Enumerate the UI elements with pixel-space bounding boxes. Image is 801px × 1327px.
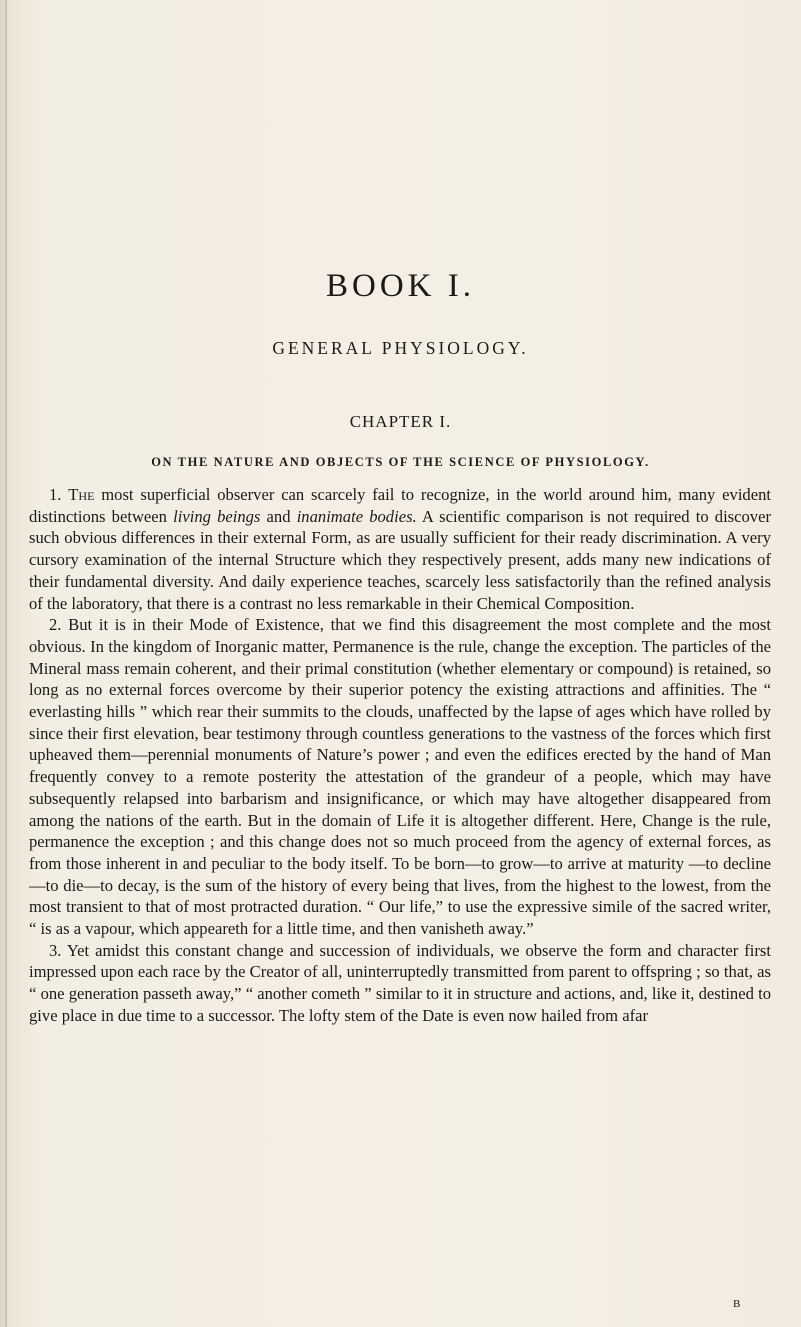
chapter-heading: ON THE NATURE AND OBJECTS OF THE SCIENCE OF PHYSIOLOGY.: [151, 455, 650, 469]
lead-word: The: [68, 485, 95, 504]
paragraph-text: A scientific comparison is not required to discover such obvious differences in their external Form, as are usually sufficient for their ready discrimination. A very cursory examination of the internal Structure which they respectively present, adds many new indications of their fundamental diversity. And daily experience teaches, scarcely less satisfactorily than the refined analysis of the laboratory, that there is a contrast no less remarkable in their Chemical Composition.: [29, 506, 771, 613]
signature-mark: B: [733, 1298, 741, 1310]
emphasis-inanimate-bodies: inanimate bodies.: [296, 506, 417, 526]
paragraph-number: 3.: [49, 940, 62, 960]
emphasis-living-beings: living beings: [173, 506, 261, 526]
chapter-number: CHAPTER I.: [349, 412, 452, 431]
paragraph-number: 2.: [49, 615, 62, 635]
part-subtitle: GENERAL PHYSIOLOGY.: [272, 338, 529, 358]
paragraph-text: and: [260, 506, 297, 526]
paragraph-3: [29, 940, 771, 1027]
paragraph-text: Yet amidst this constant change and succession of individuals, we observe the form and character first impressed upon each race by the Creator of all, uninterruptedly transmitted from parent to offspring ; so that, as “ one generation passeth away,” “ another cometh ” similar to it in structure and actions, and, like it, destined to give place in due time to a successor. The lofty stem of the Date is even now hailed from afar: [29, 940, 771, 1025]
paragraph-text: most superficial observer can scarcely fail to recognize, in the world around him, many evident distinctions between: [29, 485, 771, 526]
paragraph-number: 1.: [49, 485, 62, 504]
body-text: [29, 484, 771, 1027]
book-title: BOOK I.: [326, 268, 475, 304]
paragraph-text: But it is in their Mode of Existence, that we find this disagreement the most complete and the most obvious. In the kingdom of Inorganic matter, Permanence is the rule, change the exception. The particles of the Mineral mass remain coherent, and their primal constitution (whether elementary or compound) is retained, so long as no external forces overcome by their superior potency the existing attractions and affinities. The “ everlasting hills ” which rear their summits to the clouds, unaffected by the lapse of ages which have rolled by since their first elevation, bear testimony through countless generations to the vastness of the forces which first upheaved them—perennial monuments of Nature’s power ; and even the edifices erected by the hand of Man frequently convey to a remote posterity the attestation of the grandeur of a people, which may have subsequently relapsed into barbarism and insignificance, or which may have altogether disappeared from among the nations of the earth. But in the domain of Life it is altogether different. Here, Change is the rule, permanence the exception ; and this change does not so much proceed from the agency of external forces, as from those inherent in and peculiar to the body itself. To be born—to grow—to arrive at maturity —to decline—to die—to decay, is the sum of the history of every being that lives, from the highest to the lowest, from the most transient to that of most protracted duration. “ Our life,” to use the expressive simile of the sacred writer, “ is as a vapour, which appeareth for a little time, and then vanisheth away.”: [29, 615, 771, 939]
paragraph-1: [29, 484, 771, 614]
binding-gutter: [5, 0, 7, 1327]
paragraph-2: [29, 614, 771, 940]
